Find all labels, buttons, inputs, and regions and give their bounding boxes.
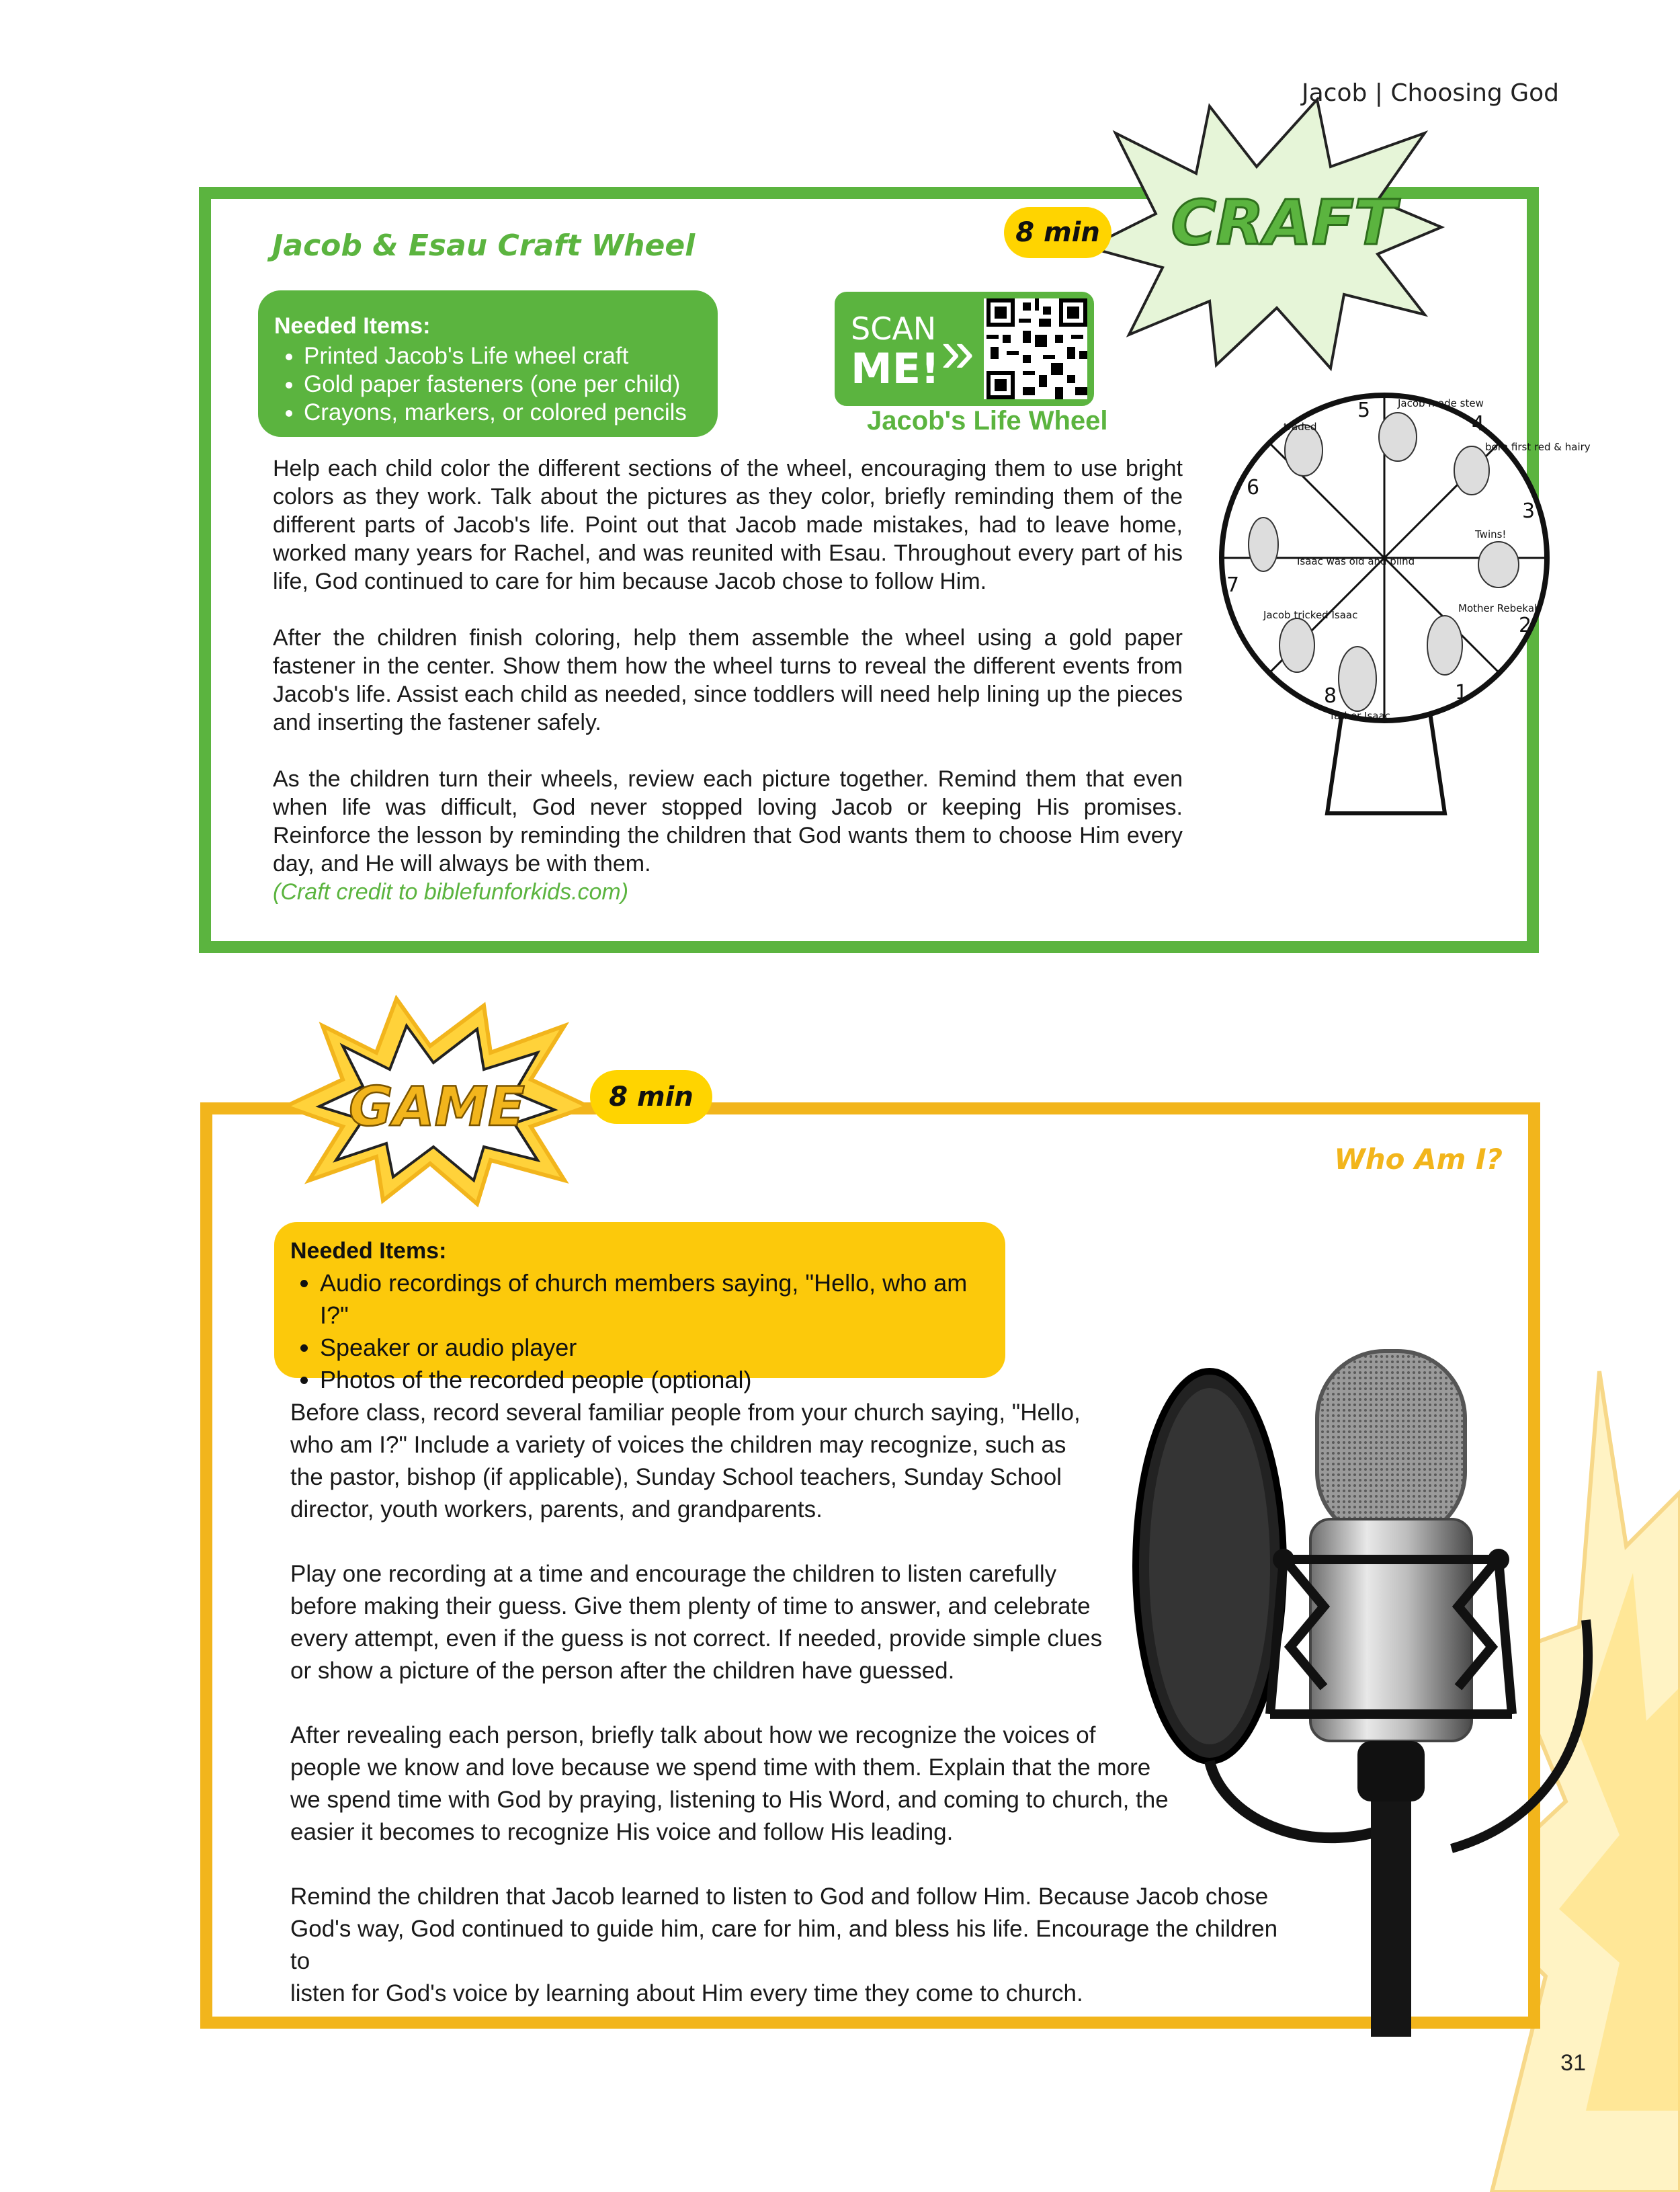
wheel-label-5: Jacob made stew <box>1398 397 1484 409</box>
game-paragraph-4 <box>290 1881 1285 2010</box>
game-instructions <box>290 1397 1285 2042</box>
craft-needed-items <box>258 290 718 437</box>
text-line: who am I?" Include a variety of voices the children may recognize, such as <box>290 1432 1066 1458</box>
chevron-right-icon: » <box>941 318 975 385</box>
wheel-label-6: traded <box>1284 421 1317 433</box>
text-line: the pastor, bishop (if applicable), Sunday School teachers, Sunday School <box>290 1464 1062 1490</box>
scan-me-word: ME! <box>851 344 940 393</box>
game-needed-items <box>274 1222 1005 1393</box>
game-paragraph-1 <box>290 1397 1285 1526</box>
wheel-number-1: 1 <box>1455 681 1468 704</box>
wheel-label-4: born first red & hairy <box>1485 441 1591 453</box>
list-item: • Printed Jacob's Life wheel craft <box>304 342 698 370</box>
running-header: Jacob | Choosing God <box>1301 79 1559 107</box>
text-line: we spend time with God by praying, listening to His Word, and coming to church, the <box>290 1787 1169 1813</box>
text-line: easier it becomes to recognize His voice and follow His leading. <box>290 1819 954 1845</box>
wheel-number-3: 3 <box>1522 499 1536 523</box>
wheel-number-5: 5 <box>1357 399 1371 422</box>
craft-badge-text: CRAFT <box>1171 187 1396 259</box>
wheel-label-7: Isaac was old and blind <box>1297 555 1415 567</box>
wheel-number-7: 7 <box>1226 573 1240 597</box>
wheel-label-1: father Isaac <box>1331 710 1390 722</box>
list-item: • Photos of the recorded people (optional) <box>320 1364 985 1396</box>
craft-paragraph-2: After the children finish coloring, help them assemble the wheel using a gold paper fastener in the center. Show them how the wheel turns to reveal the different events from Jacob's life. Assist each child as needed, since toddlers will need help lining up the pieces and inserting the fastener safely. <box>273 625 1183 735</box>
wheel-number-6: 6 <box>1247 476 1260 499</box>
qr-code-icon[interactable] <box>986 298 1087 399</box>
text-line: After revealing each person, briefly talk about how we recognize the voices of <box>290 1722 1096 1748</box>
game-needed-list <box>290 1267 985 1396</box>
wheel-number-8: 8 <box>1324 684 1337 708</box>
text-line: every attempt, even if the guess is not correct. If needed, provide simple clues <box>290 1625 1103 1652</box>
craft-burst-badge <box>1075 93 1452 375</box>
list-item: • Speaker or audio player <box>320 1332 985 1364</box>
list-item: • Audio recordings of church members saying, "Hello, who am I?" <box>320 1267 985 1332</box>
wheel-number-2: 2 <box>1519 614 1532 637</box>
wheel-number-4: 4 <box>1472 412 1485 436</box>
wheel-label-3: Twins! <box>1475 528 1507 540</box>
text-line: director, youth workers, parents, and grandparents. <box>290 1496 823 1523</box>
game-title: Who Am I? <box>1334 1143 1503 1176</box>
game-paragraph-2 <box>290 1558 1285 1687</box>
text-line: people we know and love because we spend time with them. Explain that the more <box>290 1754 1151 1781</box>
game-badge-text: GAME <box>349 1075 525 1138</box>
craft-time-badge: 8 min <box>1004 207 1111 258</box>
scan-word: SCAN <box>851 311 937 347</box>
text-line: Before class, record several familiar people from your church saying, "Hello, <box>290 1399 1081 1426</box>
page-number: 31 <box>1560 2050 1586 2076</box>
craft-credit: (Craft credit to biblefunforkids.com) <box>273 879 629 905</box>
game-needed-heading: Needed Items: <box>290 1238 447 1264</box>
text-line: before making their guess. Give them plenty of time to answer, and celebrate <box>290 1593 1091 1619</box>
craft-needed-heading: Needed Items: <box>274 313 431 339</box>
game-time-badge: 8 min <box>590 1070 712 1124</box>
craft-paragraph-1: Help each child color the different sections of the wheel, encouraging them to use bright colors as they work. Talk about the pictures as they color, briefly reminding them of the different parts of Jacob's life. Point out that Jacob made mistakes, had to leave home, worked many years for Rachel, and was reunited with Esau. Throughout every part of his life, God continued to care for him because Jacob chose to follow Him. <box>273 456 1183 594</box>
wheel-label-8: Jacob tricked Isaac <box>1263 609 1358 621</box>
text-line: Play one recording at a time and encourage the children to listen carefully <box>290 1561 1057 1587</box>
craft-instructions <box>273 454 1183 906</box>
wheel-label-2: Mother Rebekah <box>1458 602 1541 614</box>
text-line: God's way, God continued to guide him, care for him, and bless his life. Encourage the children to <box>290 1916 1278 1974</box>
qr-caption: Jacob's Life Wheel <box>867 406 1108 436</box>
list-item: • Gold paper fasteners (one per child) <box>304 370 698 399</box>
text-line: Remind the children that Jacob learned to listen to God and follow Him. Because Jacob chose <box>290 1883 1269 1910</box>
craft-title: Jacob & Esau Craft Wheel <box>272 229 696 263</box>
game-paragraph-3 <box>290 1719 1285 1849</box>
craft-paragraph-3: As the children turn their wheels, review each picture together. Remind them that even when life was difficult, God never stopped loving Jacob or keeping His promises. Reinforce the lesson by reminding the children that God wants them to choose Him every day, and He will always be with them. <box>273 766 1183 877</box>
game-burst-badge <box>282 999 591 1207</box>
life-wheel-illustration <box>1216 363 1591 820</box>
text-line: listen for God's voice by learning about Him every time they come to church. <box>290 1980 1083 2006</box>
craft-needed-list <box>274 342 698 427</box>
text-line: or show a picture of the person after the children have guessed. <box>290 1658 955 1684</box>
list-item: • Crayons, markers, or colored pencils <box>304 399 698 427</box>
